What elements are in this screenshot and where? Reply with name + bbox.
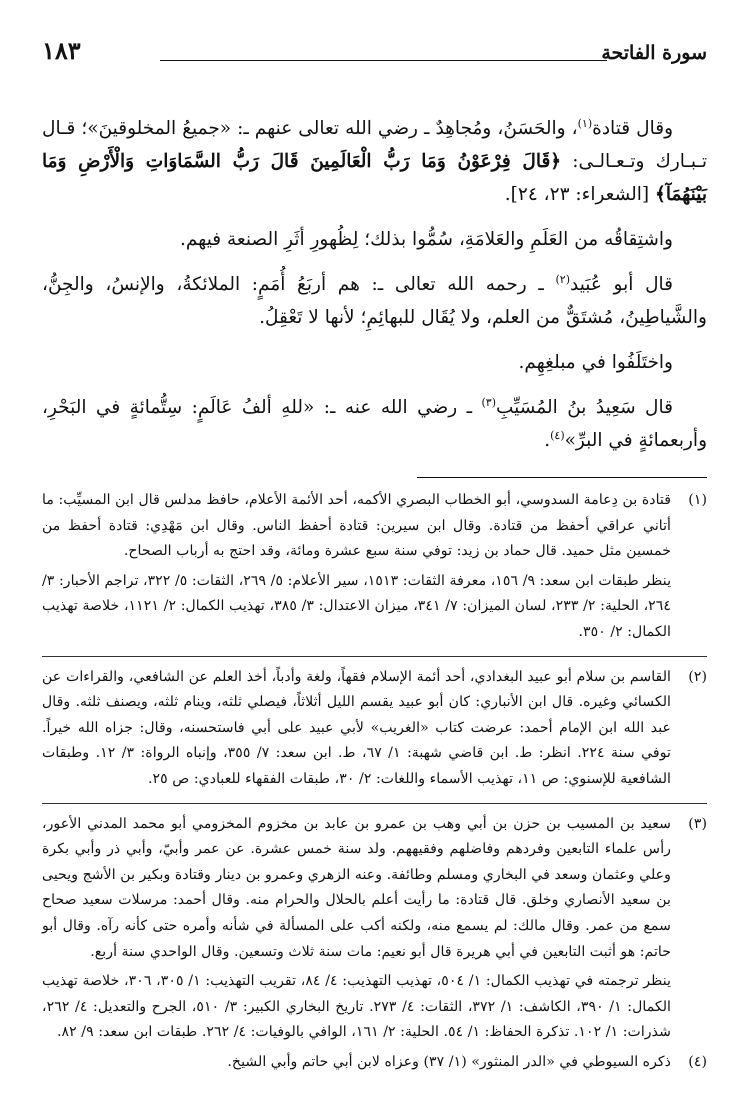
paragraph-2: واشتِقاقُه من العَلَمِ والعَلامَةِ، سُمُّوا بذلك؛ لِظُهورِ أثَرِ الصنعة فيهم. xyxy=(179,229,673,250)
footnote-text: القاسم بن سلام أبو عبيد البغدادي، أحد أئمة الإسلام فقهاً، ولغة وأدباً، أخذ العلم عن الشافعي، والقراءات عن الكسائي وغيره. قال ابن الأنباري: كان أبو عبيد يقسم الليل أثلاثاً، فيصلي ثلثه، وينام ثلثه، ويصنف ثلثه. وقال عبد الله ابن الإمام أحمد: عرضت كتاب «الغريب» لأبي عبيد على أبي فاستحسنه، وقال: جزاه الله خيراً. توفي سنة ٢٢٤. انظر: ط. ابن قاضي شهبة: ١/ ٦٧، ط. ابن سعد: ٧/ ٣٥٥، وإنباه الرواة: ٣/ ١٢. وطبقات الشافعية للإسنوي: ص ١١، تهذيب الأسماء واللغات: ٢/ ٣٠، طبقات الفقهاء للعبادي: ص ٢٥. xyxy=(42,668,671,787)
p3-text-b: ـ رحمه الله تعالى ـ: هم أربَعُ أُمَمٍ: الملائكةُ، والإنسُ، والجِنُّ، والشَّياطِينُ، مُشتَقٌّ من العلم، ولا يُقَال للبهائِمِ؛ لأنها لا تَعْقِلُ. xyxy=(42,274,707,328)
footnote-separator xyxy=(417,477,707,478)
footnote-2 xyxy=(42,665,707,797)
paragraph-1 xyxy=(42,112,707,211)
footnote-body xyxy=(42,812,671,1050)
footnote-sources: ينظر طبقات ابن سعد: ٩/ ١٥٦، معرفة الثقات: ١٥١٣، سير الأعلام: ٥/ ٢٦٩، الثقات: ٥/ ٣٢٢، تراجم الأحبار: ٣/ ٢٦٤، الحلية: ٢/ ٢٣٣، لسان الميزان: ٧/ ٣٤١، ميزان الاعتدال: ٣/ ٣٨٥، تهذيب الكمال: ٢/ ١١٢١، خلاصة تهذيب الكمال: ٢/ ٣٥٠. xyxy=(42,572,672,640)
footnote-ref-4[interactable]: (٤) xyxy=(550,428,565,442)
footnote-3 xyxy=(42,812,707,1050)
page-header xyxy=(42,38,707,68)
footnote-ref-1[interactable]: (١) xyxy=(577,116,593,130)
footnote-sources: ينظر ترجمته في تهذيب الكمال: ١/ ٥٠٤، تهذيب التهذيب: ٤/ ٨٤، تقريب التهذيب: ١/ ٣٠٥، ٣٠٦، خلاصة تهذيب الكمال: ١/ ٣٩٠، الكاشف: ١/ ٣٧٢، الثقات: ٤/ ٢٧٣. تاريخ البخاري الكبير: ٣/ ٥١٠، الجرح والتعديل: ٤/ ٢٦٢، شذرات: ١/ ١٠٢. تذكرة الحفاظ: ١/ ٥٤. الحلية: ٢/ ١٦١، الوافي بالوفيات: ٤/ ٢٦٢. طبقات ابن سعد: ٩/ ٨٢. xyxy=(42,973,672,1041)
footnotes xyxy=(42,488,707,1079)
p1-text-c: [الشعراء: ٢٣، ٢٤]. xyxy=(504,184,655,205)
footnote-number: (٤) xyxy=(688,1053,707,1070)
footnote-text: قتادة بن دِعامة السدوسي، أبو الخطاب البصري الأكمه، أحد الأئمة الأعلام، حافظ مدلس قال ابن المسيِّب: ما أتاني عراقي أحفظ من قتادة. وقال ابن سيرين: قتادة أحفظ الناس. وقال ابن مَهْدِي: قتادة أحفظ من خمسين مثل حميد. قال حماد بن زيد: توفي سنة سبع عشرة ومائة، وقد احتج به أرباب الصحاح. xyxy=(42,492,671,560)
footnote-body xyxy=(42,1050,671,1080)
quran-verse: ﴿قَالَ فِرْعَوْنُ وَمَا رَبُّ الْعَالَمِينَ قَالَ رَبُّ السَّمَاوَاتِ وَالْأَرْضِ وَمَا بَيْنَهُمَآ﴾ xyxy=(42,151,707,205)
footnote-number: (٢) xyxy=(688,668,707,685)
footnote-ref-3[interactable]: (٣) xyxy=(481,395,497,409)
footnote-number: (١) xyxy=(688,492,707,508)
footnote-number: (٣) xyxy=(688,815,707,832)
footnote-body xyxy=(42,488,671,650)
p5-text-b: ـ رضي الله عنه ـ: «للهِ ألفُ عَالَمٍ: سِتُّمائةٍ في البَحْرِ، وأربعمائةٍ في البرِّ» xyxy=(42,397,707,451)
footnote-4 xyxy=(42,1050,707,1080)
footnote-body xyxy=(42,665,671,797)
footnote-divider xyxy=(42,803,707,804)
paragraph-5 xyxy=(42,391,707,457)
footnote-divider xyxy=(42,656,707,657)
p3-text-a: قال أبو عُبَيد xyxy=(569,274,673,295)
p5-text-a: قال سَعِيدُ بنُ المُسَيِّبِ xyxy=(496,397,673,418)
page-number: ١٨٣ xyxy=(42,36,81,65)
p1-text-a: وقال قتادة xyxy=(592,118,674,139)
footnote-text: ذكره السيوطي في «الدر المنثور» (١/ ٣٧) وعزاه لابن أبي حاتم وأبي الشيخ. xyxy=(227,1053,671,1070)
page xyxy=(42,38,707,1079)
p5-text-c: . xyxy=(544,430,551,451)
header-rule xyxy=(160,60,607,61)
p1-text-b: ، والحَسَنُ، ومُجاهِدٌ ـ رضي الله تعالى عنهم ـ: «جميعُ المخلوقينَ»؛ قـال تـبـارك وتـعـالـى: xyxy=(42,118,707,172)
paragraph-4: واختَلَفُوا في مبلغِهِم. xyxy=(518,352,673,373)
footnote-1 xyxy=(42,488,707,650)
footnote-text: سعيد بن المسيب بن حزن بن أبي وهب بن عمرو بن عابد بن مخزوم المخزومي أبو محمد المدني الأعور، رأس علماء التابعين وفردهم وفاضلهم وفقيههم. ولد سنة خمس عشرة. عن عمر وأبيّ، وأبي ذر وأبي بكرة وعلي وعثمان وسعد في البخاري ومسلم وطائفة. وعنه الزهري وعمرو بن دينار وقتادة وبكير بن الأشج ويحيى بن سعيد الأنصاري وخلق. قال قتادة: ما رأيت أعلم بالحلال والحرام منه. وقال أحمد: مرسلات سعيد صحاح سمع من عمر. وقال مالك: لم يسمع منه، ولكنه أكب على المسألة في شأنه وأمره حتى كأنه رآه. وقال أبو حاتم: هو أثبت التابعين في أبي هريرة قال أبو نعيم: مات سنة ثلاث وتسعين. وقال الواحدي سنة أربع. xyxy=(42,815,671,960)
running-title: سورة الفاتحة xyxy=(601,42,707,64)
paragraph-3 xyxy=(42,268,707,334)
footnote-ref-2[interactable]: (٢) xyxy=(555,272,570,286)
main-text xyxy=(42,112,707,457)
